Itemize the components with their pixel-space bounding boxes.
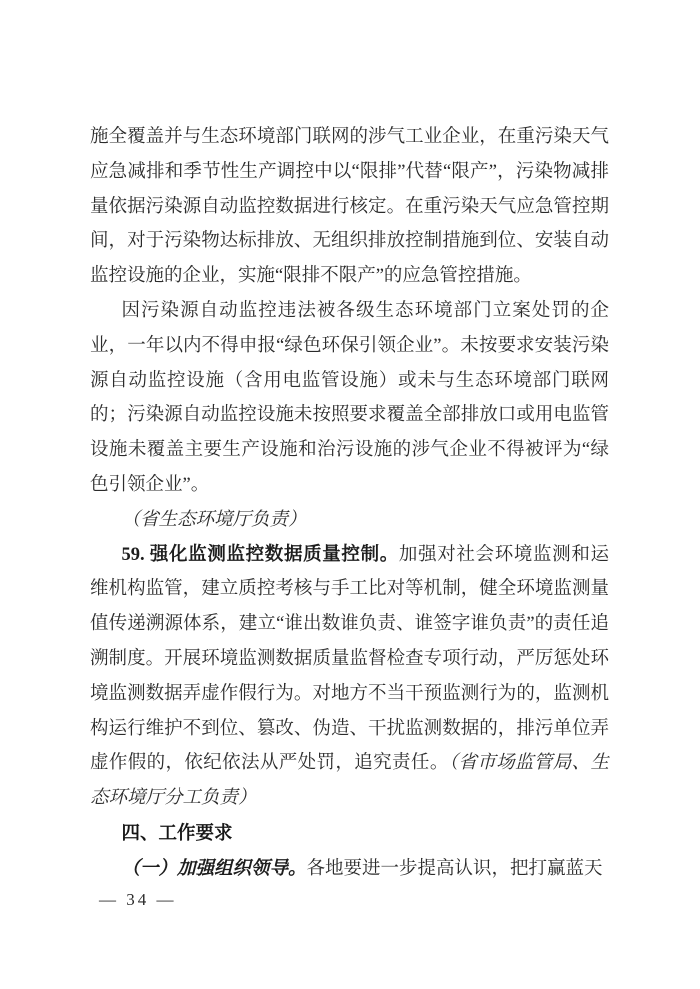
para-violation-penalty (90, 294, 609, 503)
page-number: — 34 — (99, 890, 177, 909)
text-segment-heading: 四、工作要求 (121, 821, 233, 843)
text-segment-normal: 因污染源自动监控违法被各级生态环境部门立案处罚的企业，一年以内不得申报“绿色环保引领企业”。未按要求安装污染源自动监控设施（含用电监管设施）或未与生态环境部门联网的；污染源自动监控设施未按照要求覆盖全部排放口或用电监管设施未覆盖主要生产设施和治污设施的涉气企业不得被评为“绿色引领企业”。 (90, 300, 609, 495)
heading-section-4-work-requirements (90, 816, 609, 852)
text-segment-kai: （省生态环境厅负责） (121, 509, 307, 530)
para-auto-monitoring-continued (90, 120, 609, 294)
text-segment-normal: 施全覆盖并与生态环境部门联网的涉气工业企业，在重污染天气应急减排和季节性生产调控中以“限排”代替“限产”，污染物减排量依据污染源自动监控数据进行核定。在重污染天气应急管控期间，对于污染物达标排放、无组织排放控制措施到位、安装自动监控设施的企业，实施“限排不限产”的应急管控措施。 (90, 127, 609, 287)
text-segment-normal: 加强对社会环境监测和运维机构监管，建立质控考核与手工比对等机制，健全环境监测量值传递溯源体系，建立“谁出数谁负责、谁签字谁负责”的责任追溯制度。开展环境监测数据质量监督检查专项行动，严厉惩处环境监测数据弄虚作假行为。对地方不当干预监测行为的，监测机构运行维护不到位、篡改、伪造、干扰监测数据的，排污单位弄虚作假的，依纪依法从严处罚，追究责任。 (90, 544, 609, 774)
para-item-59-data-quality (90, 538, 609, 816)
text-segment-normal: 各地要进一步提高认识，把打赢蓝天 (306, 858, 603, 879)
para-responsible-department (90, 503, 609, 538)
document-body (90, 120, 609, 887)
text-segment-bold: 59. 强化监测监控数据质量控制。 (121, 544, 399, 565)
text-segment-boldkai: （一）加强组织领导。 (121, 858, 307, 879)
para-item-4-1-leadership (90, 852, 609, 887)
text-segment-kai: （省市场监管局、生态环境厅分工负责） (90, 753, 609, 809)
